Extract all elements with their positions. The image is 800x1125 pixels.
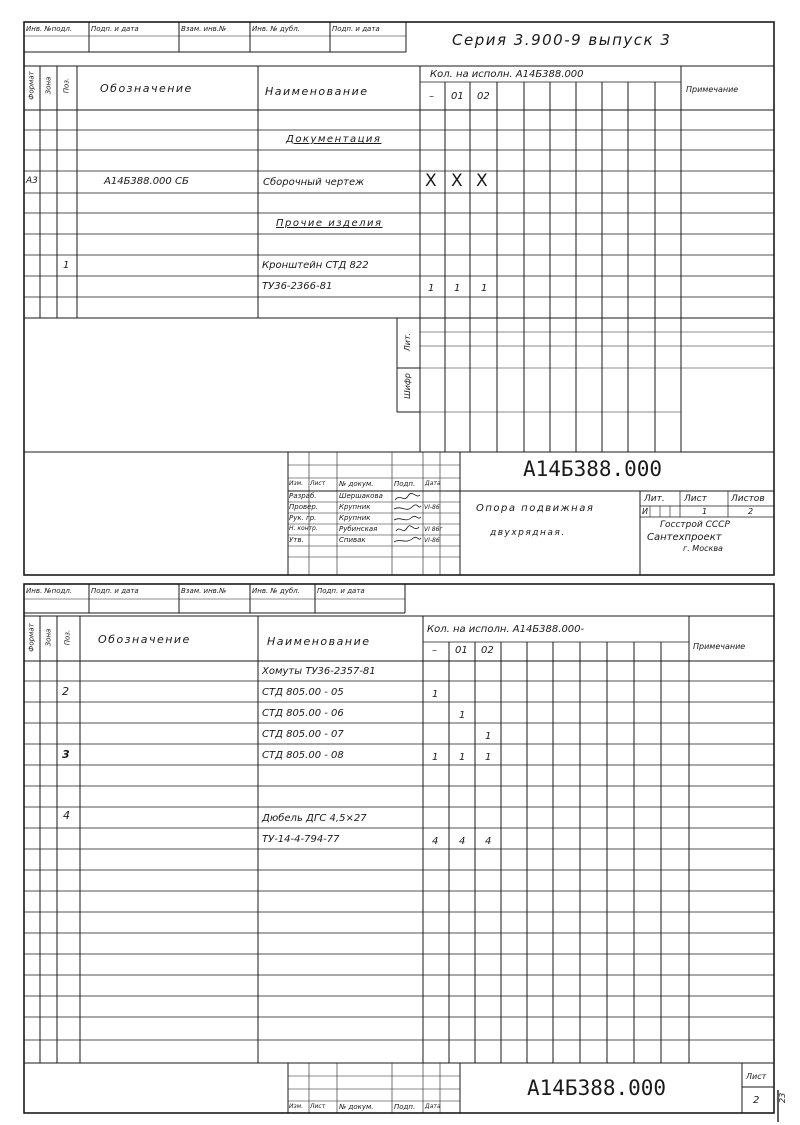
row-assembly-name: Сборочный чертеж <box>263 177 365 188</box>
tb-lit-value: И <box>642 507 648 516</box>
qty-dowel-var01: 4 <box>459 836 466 847</box>
stamp2-podp-data: Подп. и дата <box>91 587 139 595</box>
stamp2-vzam: Взам. инв.№ <box>181 587 227 595</box>
tb-col-podp: Подп. <box>394 480 416 488</box>
col2-var-0: – <box>432 645 437 656</box>
tb-org-2: Сантехпроект <box>647 532 722 543</box>
bb-col-data: Дата <box>425 1103 441 1110</box>
series-label: Серия 3.900-9 выпуск 3 <box>452 31 672 49</box>
bb-col-izm: Изм. <box>289 1103 304 1110</box>
tb-date-2: VI 86г <box>424 526 443 533</box>
row-pos-4: 4 <box>63 809 70 822</box>
x-mark-01: X <box>451 171 463 191</box>
col-var-01: 01 <box>451 91 464 102</box>
row-bracket: Кронштейн СТД 822 <box>262 260 369 271</box>
tb-org-1: Госстрой СССР <box>660 520 730 530</box>
row-std-05: СТД 805.00 - 05 <box>262 687 344 698</box>
col2-pos: Поз. <box>63 629 72 646</box>
tb-role-rukgr: Рук. гр. <box>289 514 317 522</box>
tb-sheets-label: Листов <box>731 494 765 504</box>
bb-col-list: Лист <box>310 1103 326 1110</box>
stamp-podp-data: Подп. и дата <box>91 25 139 33</box>
tb-date-1: VI-86 <box>424 504 440 511</box>
row-std-08: СТД 805.00 - 08 <box>262 750 344 761</box>
col-zone: Зона <box>44 76 53 95</box>
qty-1-var02: 1 <box>481 283 488 294</box>
corner-number: 23 <box>778 1092 787 1103</box>
col2-note: Примечание <box>693 642 746 651</box>
tb-lit-label: Лит. <box>644 494 665 504</box>
row-std-07: СТД 805.00 - 07 <box>262 729 344 740</box>
row-dowel: Дюбель ДГС 4,5×27 <box>262 813 367 824</box>
col-designation: Обозначение <box>100 82 193 95</box>
bb-code: А14Б388.000 <box>527 1076 667 1100</box>
sheet-2-lines <box>24 584 778 1122</box>
tb-title-1: Опора подвижная <box>476 503 595 514</box>
stamp-inv-podl: Инв. №подл. <box>26 25 73 33</box>
tb-role-utv: Утв. <box>289 536 304 544</box>
col2-name: Наименование <box>267 635 371 648</box>
qty-std08-var0: 1 <box>432 752 439 763</box>
qty-dowel-var0: 4 <box>432 836 439 847</box>
row-pos-3: 3 <box>62 748 70 761</box>
tb-col-doc: № докум. <box>339 480 374 488</box>
row-pos-1: 1 <box>63 260 70 271</box>
x-mark-0: X <box>425 171 437 191</box>
qty-1-var01: 1 <box>454 283 461 294</box>
stamp2-inv-podl: Инв. №подл. <box>26 587 73 595</box>
col-var-0: – <box>429 91 434 102</box>
side-shifr: Шифр <box>403 373 412 399</box>
stamp-vzam: Взам. инв.№ <box>181 25 227 33</box>
col-note: Примечание <box>686 85 739 94</box>
stamp-inv-dubl: Инв. № дубл. <box>252 25 300 33</box>
row-tu: ТУ36-2366-81 <box>262 281 333 292</box>
qty-std08-var02: 1 <box>485 752 492 763</box>
row-clamps: Хомуты ТУ36-2357-81 <box>262 666 376 677</box>
col2-zone: Зона <box>44 628 53 647</box>
stamp2-podp-data-2: Подп. и дата <box>317 587 365 595</box>
row-std-06: СТД 805.00 - 06 <box>262 708 344 719</box>
section-other-items: Прочие изделия <box>276 218 383 229</box>
stamp-podp-data-2: Подп. и дата <box>332 25 380 33</box>
tb-sheet-value: 1 <box>702 507 708 516</box>
bb-col-doc: № докум. <box>339 1103 374 1111</box>
signatures <box>392 491 423 547</box>
qty-dowel-var02: 4 <box>485 836 492 847</box>
col2-var-01: 01 <box>455 645 468 656</box>
tb-person-1: Шершакова <box>339 492 383 500</box>
qty-std06: 1 <box>459 710 466 721</box>
section-documentation: Документация <box>286 134 382 145</box>
tb-code: А14Б388.000 <box>523 457 663 481</box>
bb-sheet-value: 2 <box>753 1095 760 1106</box>
tb-role-prover: Провер. <box>289 503 319 511</box>
col2-qty: Кол. на исполн. А14Б388.000- <box>427 624 585 635</box>
col2-format: Формат <box>27 623 36 652</box>
tb-col-data: Дата <box>425 480 441 487</box>
col-qty: Кол. на исполн. А14Б388.000 <box>430 69 584 80</box>
tb-role-nkontr: Н. контр. <box>289 525 318 532</box>
qty-1-var0: 1 <box>428 283 435 294</box>
tb-person-3: Крупник <box>339 514 371 522</box>
col-var-02: 02 <box>477 91 490 102</box>
side-lit: Лит. <box>403 332 412 352</box>
tb-person-5: Спивак <box>339 536 366 544</box>
col-name: Наименование <box>265 85 369 98</box>
row-format-a3: А3 <box>26 176 38 186</box>
col2-designation: Обозначение <box>98 633 191 646</box>
stamp2-inv-dubl: Инв. № дубл. <box>252 587 300 595</box>
tb-date-3: VI-86 <box>424 537 440 544</box>
tb-sheet-label: Лист <box>684 494 707 504</box>
col2-var-02: 02 <box>481 645 494 656</box>
bb-col-podp: Подп. <box>394 1103 416 1111</box>
row-assembly-code: А14Б388.000 СБ <box>104 176 189 187</box>
tb-org-3: г. Москва <box>683 544 723 553</box>
tb-person-4: Рубинская <box>339 525 378 533</box>
col-format: Формат <box>27 71 36 100</box>
bb-sheet-label: Лист <box>746 1072 767 1081</box>
qty-std08-var01: 1 <box>459 752 466 763</box>
tb-title-2: двухрядная. <box>490 528 566 538</box>
qty-std05: 1 <box>432 689 439 700</box>
tb-role-razrab: Разраб. <box>289 492 317 500</box>
row-dowel-tu: ТУ-14-4-794-77 <box>262 834 340 845</box>
tb-col-list: Лист <box>310 480 326 487</box>
tb-sheets-value: 2 <box>748 507 754 516</box>
tb-col-izm: Изм. <box>289 480 304 487</box>
tb-person-2: Крупник <box>339 503 371 511</box>
col-pos: Поз. <box>62 77 71 94</box>
row-pos-2: 2 <box>62 685 69 698</box>
qty-std07: 1 <box>485 731 492 742</box>
x-mark-02: X <box>476 171 488 191</box>
